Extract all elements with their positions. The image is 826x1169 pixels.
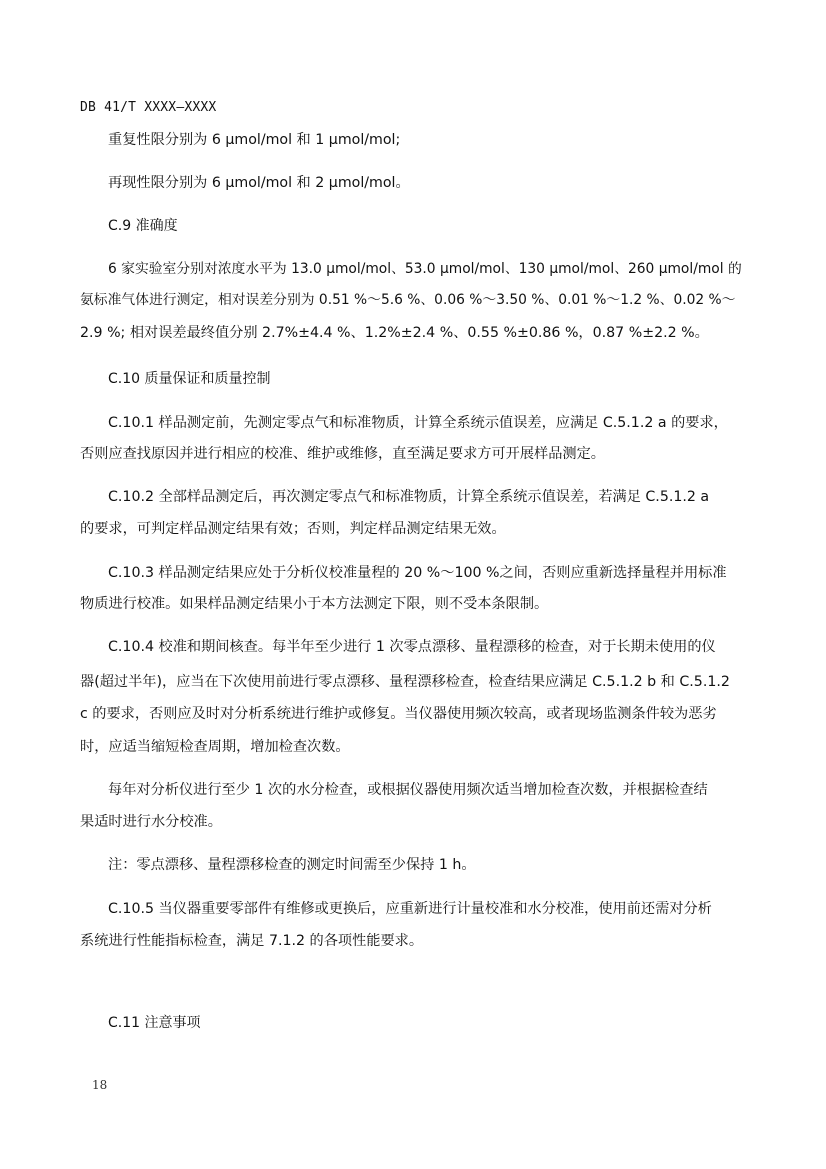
section-heading-c11: C.11 注意事项 — [108, 1015, 201, 1031]
clause-c10-4-line: 时，应适当缩短检查周期，增加检查次数。 — [80, 739, 350, 755]
clause-c10-3-line: C.10.3 样品测定结果应处于分析仪校准量程的 20 %～100 %之间，否则应重新选择量程并用标准 — [108, 565, 727, 581]
reproducibility-limit-line: 再现性限分别为 6 μmol/mol 和 2 μmol/mol。 — [108, 175, 410, 191]
clause-c10-4-line: C.10.4 校准和期间核查。每半年至少进行 1 次零点漂移、量程漂移的检查，对于长期未使用的仪 — [108, 639, 716, 655]
clause-c10-1-line: 否则应查找原因并进行相应的校准、维护或维修，直至满足要求方可开展样品测定。 — [80, 446, 605, 462]
accuracy-paragraph-line: 氨标准气体进行测定，相对误差分别为 0.51 %～5.6 %、0.06 %～3.50 %、0.01 %～1.2 %、0.02 %～ — [80, 292, 736, 308]
document-code-header: DB 41/T XXXX—XXXX — [80, 100, 217, 115]
clause-c10-4-line: 器(超过半年)，应当在下次使用前进行零点漂移、量程漂移检查，检查结果应满足 C.5.1.2 b 和 C.5.1.2 — [80, 674, 730, 690]
clause-c10-5-line: 系统进行性能指标检查，满足 7.1.2 的各项性能要求。 — [80, 933, 424, 949]
page-number: 18 — [92, 1078, 108, 1092]
section-heading-c10: C.10 质量保证和质量控制 — [108, 371, 271, 387]
accuracy-paragraph-line: 2.9 %; 相对误差最终值分别 2.7%±4.4 %、1.2%±2.4 %、0.55 %±0.86 %，0.87 %±2.2 %。 — [80, 325, 709, 341]
note-line: 注：零点漂移、量程漂移检查的测定时间需至少保持 1 h。 — [108, 857, 476, 873]
clause-c10-3-line: 物质进行校准。如果样品测定结果小于本方法测定下限，则不受本条限制。 — [80, 596, 549, 612]
clause-c10-2-line: C.10.2 全部样品测定后，再次测定零点气和标准物质，计算全系统示值误差，若满足 C.5.1.2 a — [108, 489, 710, 505]
clause-c10-4-line: c 的要求，否则应及时对分析系统进行维护或修复。当仪器使用频次较高，或者现场监测条件较为恶劣 — [80, 706, 717, 722]
clause-c10-1-line: C.10.1 样品测定前，先测定零点气和标准物质，计算全系统示值误差，应满足 C.5.1.2 a 的要求， — [108, 415, 728, 431]
water-check-paragraph-line: 每年对分析仪进行至少 1 次的水分检查，或根据仪器使用频次适当增加检查次数，并根据检查结 — [108, 782, 708, 798]
water-check-paragraph-line: 果适时进行水分校准。 — [80, 814, 222, 830]
section-heading-c9: C.9 准确度 — [108, 218, 178, 234]
clause-c10-2-line: 的要求，可判定样品测定结果有效；否则，判定样品测定结果无效。 — [80, 521, 506, 537]
accuracy-paragraph-line: 6 家实验室分别对浓度水平为 13.0 μmol/mol、53.0 μmol/mol、130 μmol/mol、260 μmol/mol 的 — [108, 261, 742, 277]
clause-c10-5-line: C.10.5 当仪器重要零部件有维修或更换后，应重新进行计量校准和水分校准，使用前还需对分析 — [108, 901, 712, 917]
repeatability-limit-line: 重复性限分别为 6 μmol/mol 和 1 μmol/mol; — [108, 132, 401, 148]
